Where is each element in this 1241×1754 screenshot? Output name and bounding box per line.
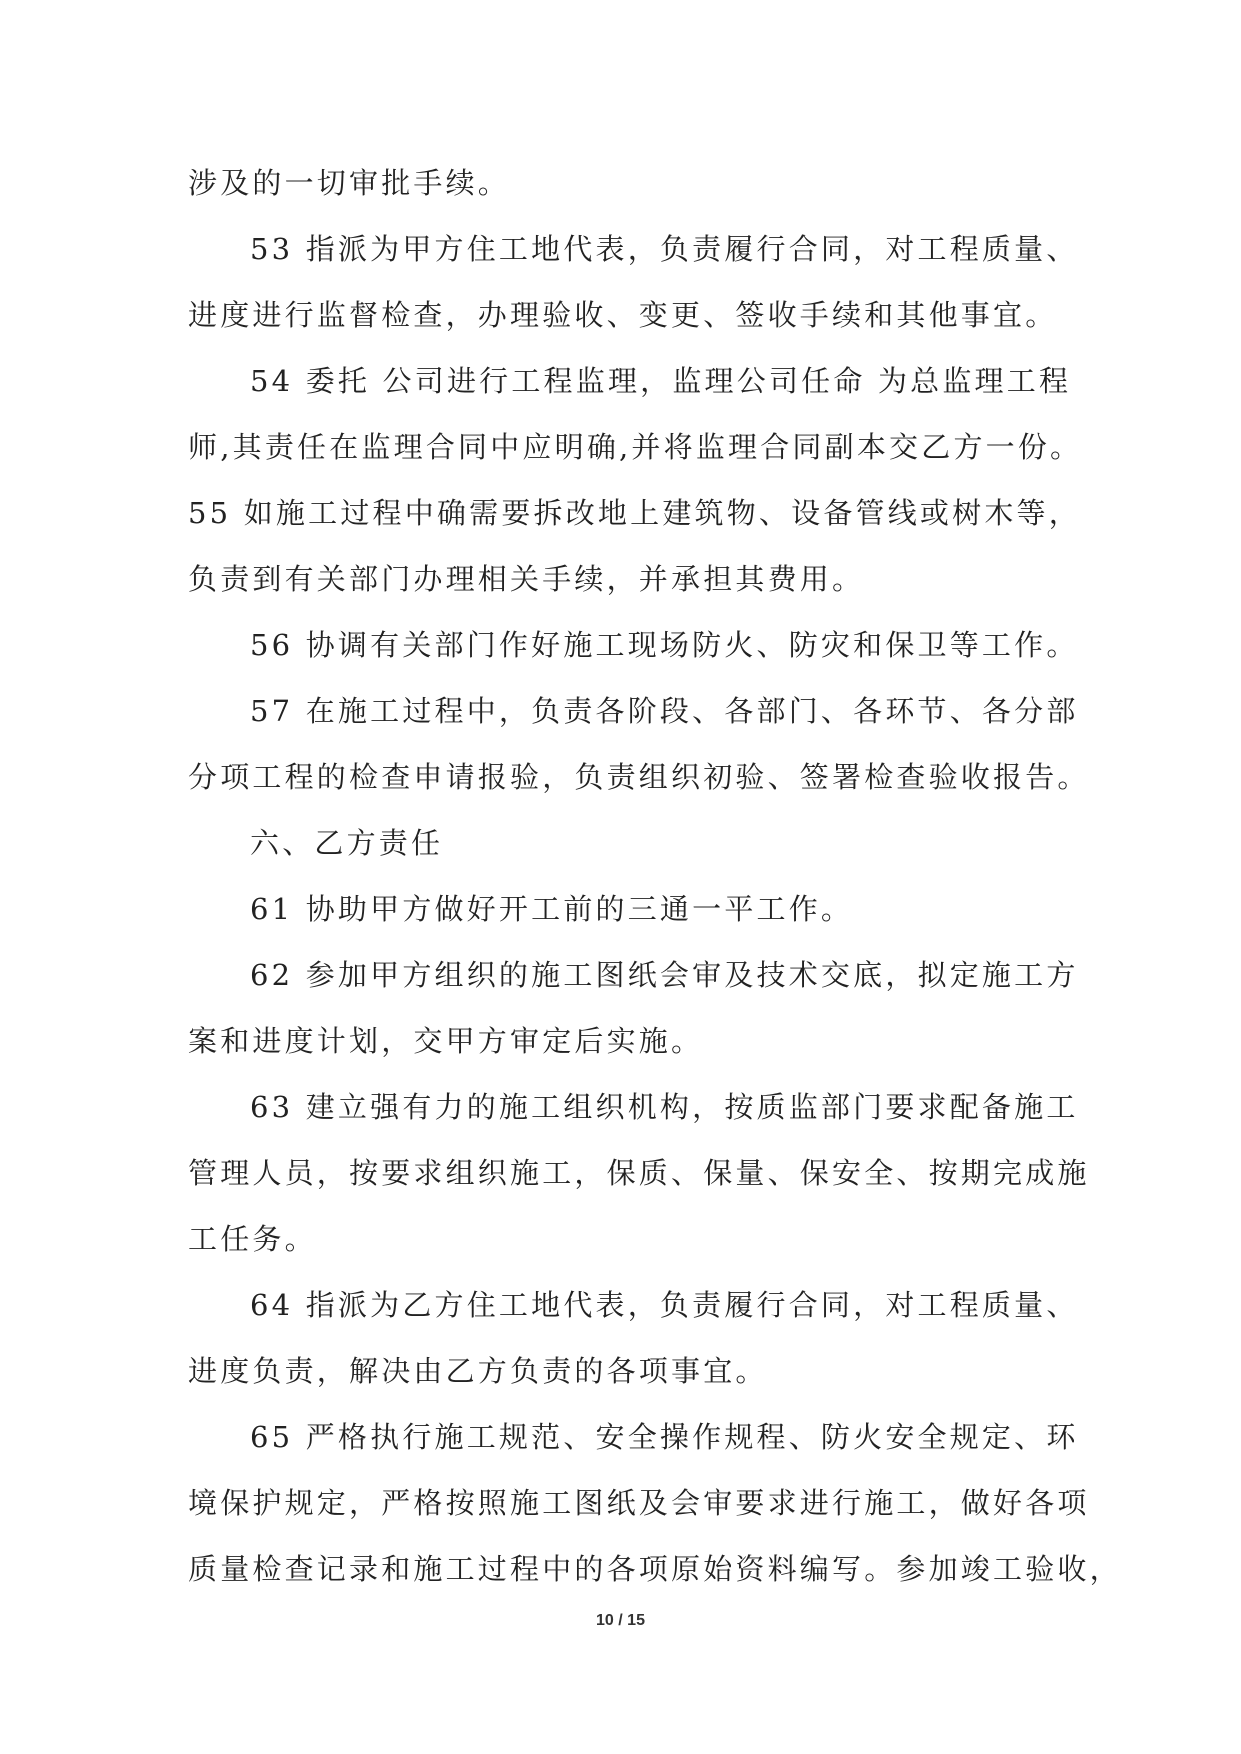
text-line-21: 境保护规定，严格按照施工图纸及会审要求进行施工，做好各项 bbox=[188, 1486, 1090, 1520]
text-line-1: 涉及的一切审批手续。 bbox=[188, 166, 511, 200]
text-line-18: 64 指派为乙方住工地代表，负责履行合同，对工程质量、 bbox=[250, 1288, 1079, 1322]
section-heading: 六、乙方责任 bbox=[250, 826, 444, 860]
text-line-9: 57 在施工过程中，负责各阶段、各部门、各环节、各分部 bbox=[250, 694, 1079, 728]
text-line-15: 63 建立强有力的施工组织机构，按质监部门要求配备施工 bbox=[250, 1090, 1079, 1124]
text-line-2: 53 指派为甲方住工地代表，负责履行合同，对工程质量、 bbox=[250, 232, 1079, 266]
text-line-4: 54 委托 公司进行工程监理，监理公司任命 为总监理工程 bbox=[250, 364, 1072, 398]
text-line-19: 进度负责，解决由乙方负责的各项事宜。 bbox=[188, 1354, 768, 1388]
text-line-13: 62 参加甲方组织的施工图纸会审及技术交底，拟定施工方 bbox=[250, 958, 1079, 992]
text-line-6: 55 如施工过程中确需要拆改地上建筑物、设备管线或树木等， bbox=[188, 496, 1081, 530]
text-line-17: 工任务。 bbox=[188, 1222, 317, 1256]
text-line-10: 分项工程的检查申请报验，负责组织初验、签署检查验收报告。 bbox=[188, 760, 1090, 794]
text-line-14: 案和进度计划，交甲方审定后实施。 bbox=[188, 1024, 704, 1058]
text-line-8: 56 协调有关部门作好施工现场防火、防灾和保卫等工作。 bbox=[250, 628, 1079, 662]
page-number: 10 / 15 bbox=[596, 1612, 645, 1629]
document-body bbox=[188, 150, 1122, 1602]
text-line-20: 65 严格执行施工规范、安全操作规程、防火安全规定、环 bbox=[250, 1420, 1079, 1454]
text-line-16: 管理人员，按要求组织施工，保质、保量、保安全、按期完成施 bbox=[188, 1156, 1090, 1190]
text-line-3: 进度进行监督检查，办理验收、变更、签收手续和其他事宜。 bbox=[188, 298, 1058, 332]
text-line-5: 师,其责任在监理合同中应明确,并将监理合同副本交乙方一份。 bbox=[188, 430, 1083, 464]
text-line-12: 61 协助甲方做好开工前的三通一平工作。 bbox=[250, 892, 854, 926]
text-line-7: 负责到有关部门办理相关手续，并承担其费用。 bbox=[188, 562, 865, 596]
text-line-22: 质量检查记录和施工过程中的各项原始资料编写。参加竣工验收， bbox=[188, 1552, 1122, 1586]
